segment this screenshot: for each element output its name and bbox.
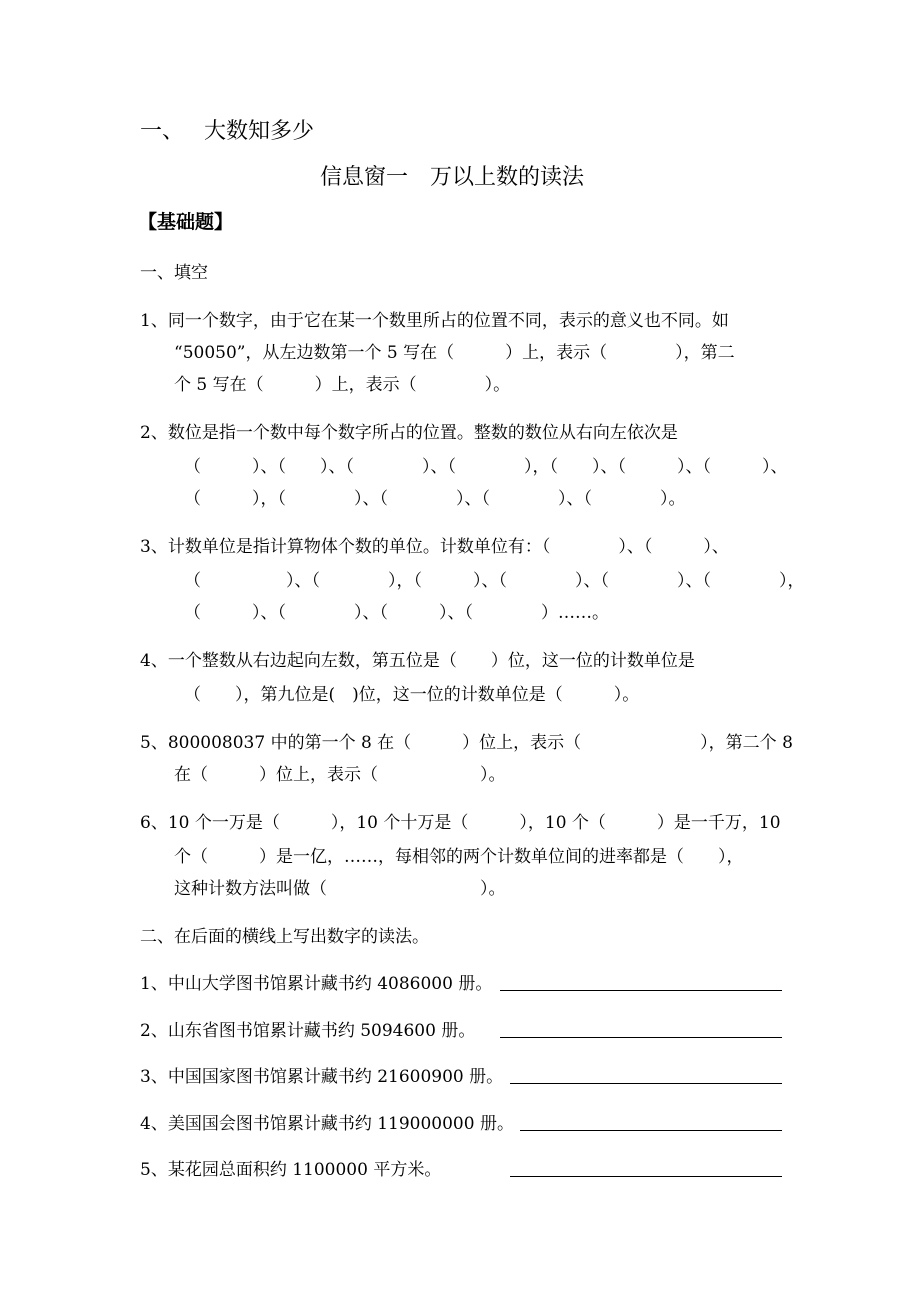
part2-heading: 二、在后面的横线上写出数字的读法。	[140, 927, 429, 947]
answer-line-1[interactable]	[500, 990, 782, 991]
q2-line1: 2、数位是指一个数中每个数字所占的位置。整数的数位从右向左依次是	[140, 423, 678, 443]
q3-line1: 3、计数单位是指计算物体个数的单位。计数单位有：（ ）、（ ）、	[140, 537, 729, 557]
answer-line-4[interactable]	[520, 1130, 782, 1131]
q5-line1: 5、800008037 中的第一个 8 在（ ）位上，表示（ ），第二个 8	[140, 733, 793, 753]
chapter-title: 大数知多少	[204, 119, 315, 144]
answer-line-2[interactable]	[500, 1037, 782, 1038]
chapter-number: 一、	[140, 119, 185, 144]
q1-line3: 个 5 写在（ ）上，表示（ ）。	[174, 375, 511, 395]
q1-line2: “50050”，从左边数第一个 5 写在（ ）上，表示（ ），第二	[174, 343, 735, 363]
q3-line2: （ ）、（ ），（ ）、（ ）、（ ）、（ ），	[184, 571, 805, 591]
q2-line2: （ ）、（ ）、（ ）、（ ），（ ）、（ ）、（ ）、	[184, 457, 788, 477]
q2-line3: （ ），（ ）、（ ）、（ ）、（ ）。	[184, 489, 686, 509]
q6-line1: 6、10 个一万是（ ），10 个十万是（ ），10 个（ ）是一千万，10	[140, 813, 781, 833]
q5-line2: 在（ ）位上，表示（ ）。	[174, 765, 506, 785]
q4-line2: （ ），第九位是( )位，这一位的计数单位是（ ）。	[184, 685, 640, 705]
part2-item-2: 2、山东省图书馆累计藏书约 5094600 册。	[140, 1021, 476, 1041]
answer-line-3[interactable]	[510, 1083, 782, 1084]
q3-line3: （ ）、（ ）、（ ）、（ ）……。	[184, 603, 609, 623]
q6-line3: 这种计数方法叫做（ ）。	[174, 879, 506, 899]
q4-line1: 4、一个整数从右边起向左数，第五位是（ ）位，这一位的计数单位是	[140, 651, 695, 671]
part2-item-1: 1、中山大学图书馆累计藏书约 4086000 册。	[140, 974, 493, 994]
q1-line1: 1、同一个数字，由于它在某一个数里所占的位置不同，表示的意义也不同。如	[140, 311, 729, 331]
part2-item-4: 4、美国国会图书馆累计藏书约 119000000 册。	[140, 1114, 514, 1134]
level-label: 【基础题】	[138, 211, 234, 233]
part2-item-3: 3、中国国家图书馆累计藏书约 21600900 册。	[140, 1067, 504, 1087]
section-title: 信息窗一 万以上数的读法	[320, 165, 585, 190]
answer-line-5[interactable]	[510, 1176, 782, 1177]
part2-item-5: 5、某花园总面积约 1100000 平方米。	[140, 1160, 442, 1180]
part1-heading: 一、填空	[140, 263, 208, 283]
q6-line2: 个（ ）是一亿，……，每相邻的两个计数单位间的进率都是（ ），	[174, 847, 744, 867]
